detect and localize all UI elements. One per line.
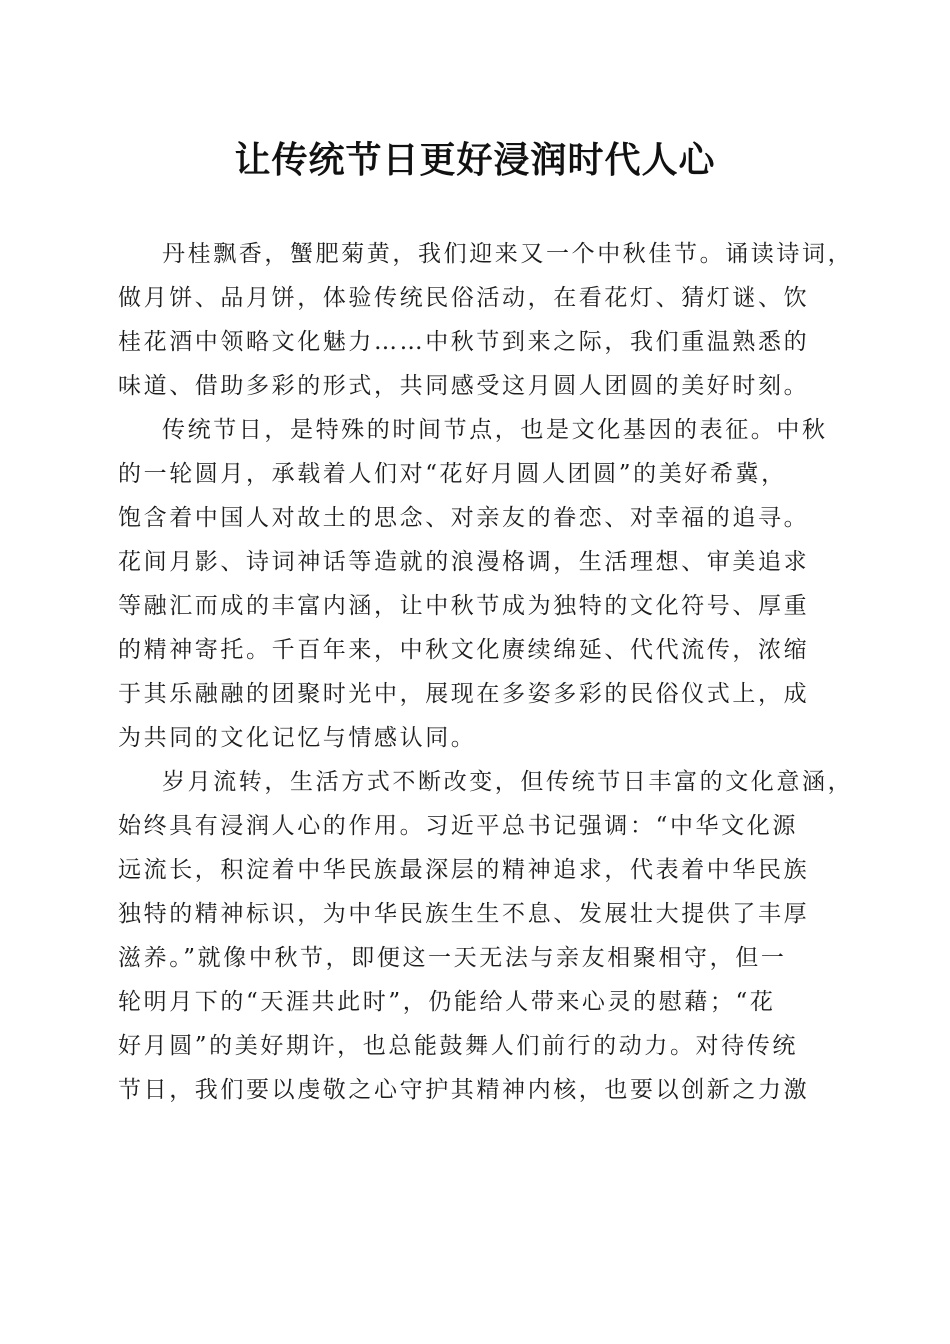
text-line: 滋养。”就像中秋节，即便这一天无法与亲友相聚相守，但一	[118, 945, 787, 971]
paragraph-1	[118, 232, 854, 408]
text-line: 节日，我们要以虔敬之心守护其精神内核，也要以创新之力激	[118, 1077, 810, 1103]
text-line: 于其乐融融的团聚时光中，展现在多姿多彩的民俗仪式上，成	[118, 681, 810, 707]
text-line: 的精神寄托。千百年来，中秋文化赓续绵延、代代流传，浓缩	[118, 637, 810, 663]
text-line: 的一轮圆月，承载着人们对“花好月圆人团圆”的美好希冀，	[118, 461, 787, 487]
text-line: 饱含着中国人对故土的思念、对亲友的眷恋、对幸福的追寻。	[118, 505, 810, 531]
paragraph-3	[118, 760, 854, 1112]
text-line: 味道、借助多彩的形式，共同感受这月圆人团圆的美好时刻。	[118, 373, 810, 399]
document-body	[118, 232, 854, 1112]
text-line: 丹桂飘香，蟹肥菊黄，我们迎来又一个中秋佳节。诵读诗词，	[162, 241, 854, 267]
text-line: 始终具有浸润人心的作用。习近平总书记强调：“中华文化源	[118, 813, 798, 839]
text-line: 为共同的文化记忆与情感认同。	[118, 725, 477, 751]
text-line: 岁月流转，生活方式不断改变，但传统节日丰富的文化意涵，	[162, 769, 854, 795]
paragraph-2	[118, 408, 838, 760]
text-line: 桂花酒中领略文化魅力……中秋节到来之际，我们重温熟悉的	[118, 329, 810, 355]
text-line: 轮明月下的“天涯共此时”，仍能给人带来心灵的慰藉；“花	[118, 989, 776, 1015]
text-line: 好月圆”的美好期许，也总能鼓舞人们前行的动力。对待传统	[118, 1033, 798, 1059]
text-line: 等融汇而成的丰富内涵，让中秋节成为独特的文化符号、厚重	[118, 593, 810, 619]
text-line: 传统节日，是特殊的时间节点，也是文化基因的表征。中秋	[162, 417, 828, 443]
text-line: 花间月影、诗词神话等造就的浪漫格调，生活理想、审美追求	[118, 549, 810, 575]
text-line: 独特的精神标识，为中华民族生生不息、发展壮大提供了丰厚	[118, 901, 810, 927]
text-line: 远流长，积淀着中华民族最深层的精神追求，代表着中华民族	[118, 857, 810, 883]
text-line: 做月饼、品月饼，体验传统民俗活动，在看花灯、猜灯谜、饮	[118, 285, 810, 311]
document-title: 让传统节日更好浸润时代人心	[234, 139, 716, 181]
